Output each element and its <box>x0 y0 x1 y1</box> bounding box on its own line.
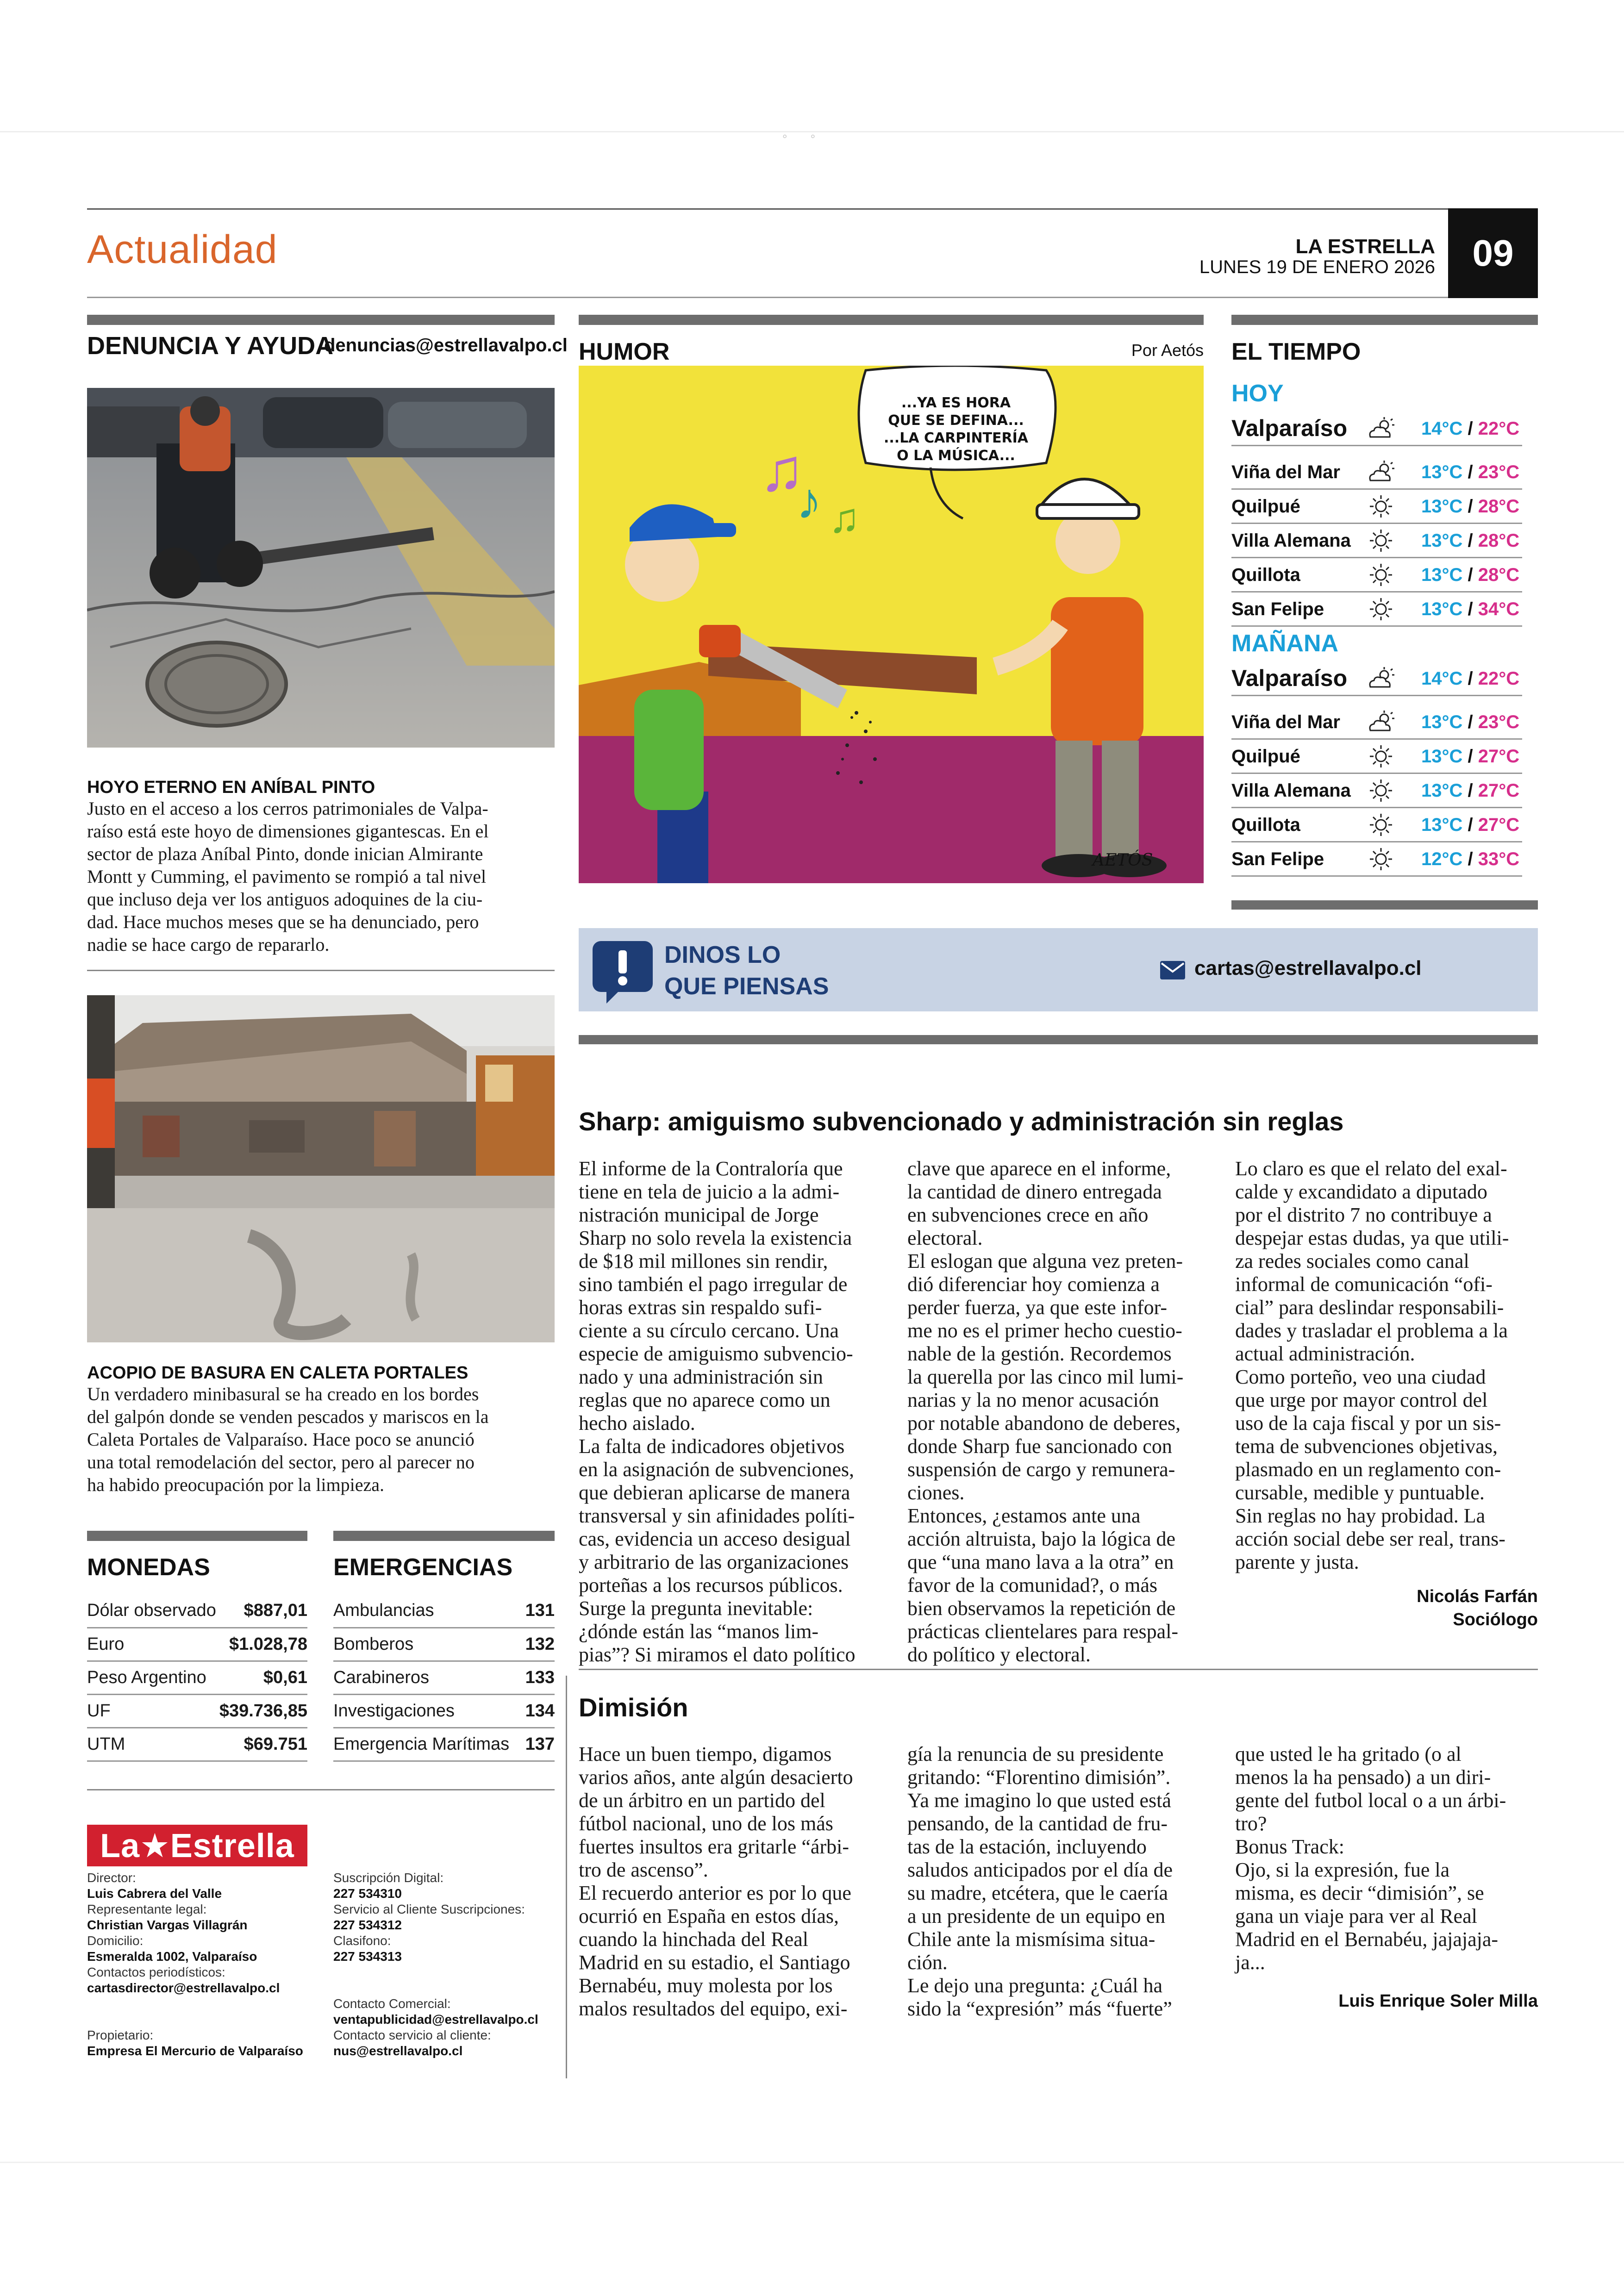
text-line: en subvenciones crece en año <box>907 1204 1149 1226</box>
header-bottom-rule <box>87 297 1448 298</box>
text-line: por el distrito 7 no contribuye a <box>1235 1204 1492 1226</box>
text-line: nable de la gestión. Recordemos <box>907 1342 1172 1365</box>
weather-city: San Felipe <box>1231 849 1324 869</box>
sun-icon <box>1365 812 1397 838</box>
text-line: sido la “expresión” más “fuerte” <box>907 1997 1172 2020</box>
temp-max: 28°C <box>1478 496 1520 517</box>
weather-temps <box>1421 599 1519 620</box>
text-line: informal de comunicación “ofi- <box>1235 1273 1493 1296</box>
letter2-col1 <box>579 1743 880 2021</box>
denuncia-item2-title: ACOPIO DE BASURA EN CALETA PORTALES <box>87 1363 468 1383</box>
weather-row <box>1231 808 1522 842</box>
temp-max: 27°C <box>1478 780 1520 801</box>
sun-icon <box>1365 596 1397 622</box>
text-line: gente del futbol local o a un árbi- <box>1235 1789 1506 1812</box>
pothole-photo <box>87 388 555 748</box>
text-line: por notable abandono de deberes, <box>907 1412 1181 1434</box>
temp-separator: / <box>1462 496 1478 517</box>
letters-email[interactable]: cartas@estrellavalpo.cl <box>1194 957 1422 979</box>
text-line: ocurrió en España en estos días, <box>579 1905 839 1927</box>
letter2-author: Luis Enrique Soler Milla <box>1338 1991 1538 2011</box>
column-separator <box>566 1676 567 2078</box>
text-line: Ojo, si la expresión, fue la <box>1235 1858 1450 1881</box>
temp-separator: / <box>1462 530 1478 551</box>
temp-max: 28°C <box>1478 530 1520 551</box>
weather-row <box>1231 705 1522 740</box>
sun-icon <box>1365 528 1397 554</box>
text-line: El recuerdo anterior es por lo que <box>579 1882 851 1904</box>
text-line: parente y justa. <box>1235 1551 1359 1573</box>
weather-city: Viña del Mar <box>1231 462 1340 482</box>
weather-city: San Felipe <box>1231 599 1324 619</box>
weather-row <box>1231 455 1522 490</box>
pothole-photo-art <box>87 388 555 748</box>
denuncia-item1-title: HOYO ETERNO EN ANÍBAL PINTO <box>87 778 375 797</box>
letter2-col2 <box>907 1743 1208 2021</box>
text-line: gía la renuncia de su presidente <box>907 1743 1164 1765</box>
temp-separator: / <box>1462 780 1478 801</box>
weather-row <box>1231 842 1522 877</box>
servicio-label: Servicio al Cliente Suscripciones: <box>333 1902 525 1916</box>
denuncia-email[interactable]: denuncias@estrellavalpo.cl <box>324 335 568 355</box>
text-line: saludos anticipados por el día de <box>907 1858 1173 1881</box>
weather-temps <box>1421 815 1519 836</box>
text-line: bien observamos la repetición de <box>907 1597 1176 1620</box>
weather-bar <box>1231 315 1538 325</box>
monedas-table <box>87 1594 307 1762</box>
emergencias-table <box>333 1594 555 1762</box>
text-line: tro? <box>1235 1812 1267 1835</box>
temp-separator: / <box>1462 849 1478 869</box>
table-row: Emergencia Marítimas 137 <box>333 1727 555 1761</box>
text-line: ción. <box>907 1951 948 1974</box>
propietario-value: Empresa El Mercurio de Valparaíso <box>87 2044 303 2058</box>
text-line: transversal y sin afinidades políti- <box>579 1504 855 1527</box>
temp-min: 13°C <box>1421 815 1463 835</box>
sun-icon <box>1365 778 1397 804</box>
text-line: nistración municipal de Jorge <box>579 1204 819 1226</box>
temp-max: 34°C <box>1478 599 1520 619</box>
sun-icon <box>1365 493 1397 519</box>
weather-bottom-bar <box>1231 900 1538 910</box>
text-line: donde Sharp fue sancionado con <box>907 1435 1172 1458</box>
weather-row <box>1231 592 1522 627</box>
text-line: El eslogan que alguna vez preten- <box>907 1250 1183 1272</box>
weather-temps <box>1421 780 1519 801</box>
temp-separator: / <box>1462 815 1478 835</box>
text-line: Hace un buen tiempo, digamos <box>579 1743 832 1765</box>
legal-label: Representante legal: <box>87 1902 207 1916</box>
text-line: acción altruista, bajo la lógica de <box>907 1528 1176 1550</box>
partly-cloudy-icon <box>1365 459 1397 485</box>
text-line: que usted le ha gritado (o al <box>1235 1743 1462 1765</box>
temp-max: 33°C <box>1478 849 1520 869</box>
text-line: plasmado en un reglamento con- <box>1235 1458 1501 1481</box>
sun-icon <box>1365 743 1397 769</box>
banner-line1: DINOS LO <box>664 942 781 968</box>
text-line: Lo claro es que el relato del exal- <box>1235 1157 1507 1180</box>
text-line: narias y la no menor acusación <box>907 1389 1159 1411</box>
text-line: La falta de indicadores objetivos <box>579 1435 845 1458</box>
cliente-email[interactable]: nus@estrellavalpo.cl <box>333 2044 463 2058</box>
table-row: Investigaciones 134 <box>333 1694 555 1727</box>
comercial-email[interactable]: ventapublicidad@estrellavalpo.cl <box>333 2012 538 2027</box>
weather-today-label: HOY <box>1231 380 1284 407</box>
weather-temps <box>1421 668 1519 689</box>
issue-date: LUNES 19 DE ENERO 2026 <box>1199 257 1435 277</box>
text-line: Como porteño, veo una ciudad <box>1235 1366 1486 1388</box>
domicilio-label: Domicilio: <box>87 1933 144 1948</box>
weather-row <box>1231 558 1522 592</box>
text-line: de un árbitro en un partido del <box>579 1789 825 1812</box>
staff-divider <box>87 1789 555 1790</box>
bubble-line-3: ...LA CARPINTERÍA <box>884 430 1028 446</box>
text-line: ciente a su círculo cercano. Una <box>579 1319 839 1342</box>
weather-city: Villa Alemana <box>1231 780 1351 801</box>
letter2-title: Dimisión <box>579 1693 688 1722</box>
text-line: prácticas clientelares para respal- <box>907 1620 1179 1643</box>
domicilio-value: Esmeralda 1002, Valparaíso <box>87 1949 257 1964</box>
denuncia-item2-text: Un verdadero minibasural se ha creado en los bordes del galpón donde se venden pescados y mariscos en la Caleta Portales de Valparaíso. Hace poco se anunció una total remodelación del sector, pero al parecer no ha habido preocupación por la limpieza. <box>87 1384 489 1495</box>
text-line: cuando la hinchada del Real <box>579 1928 809 1951</box>
text-line: hecho aislado. <box>579 1412 695 1434</box>
text-line: gritando: “Florentino dimisión”. <box>907 1766 1171 1789</box>
table-row: Dólar observado $887,01 <box>87 1594 307 1628</box>
temp-min: 13°C <box>1421 746 1463 767</box>
weather-city: Quillota <box>1231 565 1300 585</box>
clasifono-label: Clasifono: <box>333 1933 391 1948</box>
weather-temps <box>1421 462 1519 483</box>
temp-max: 22°C <box>1478 668 1520 689</box>
letters-bar <box>579 1035 1538 1044</box>
servicio-phone: 227 534312 <box>333 1918 402 1932</box>
suscripcion-label: Suscripción Digital: <box>333 1871 444 1885</box>
letters-divider <box>579 1669 1538 1670</box>
text-line: za redes sociales como canal <box>1235 1250 1469 1272</box>
temp-min: 14°C <box>1421 418 1463 439</box>
text-line: Madrid en su estadio, el Santiago <box>579 1951 850 1974</box>
text-line: gana un viaje para ver al Real <box>1235 1905 1477 1927</box>
text-line: la querella por las cinco mil lumi- <box>907 1366 1184 1388</box>
temp-min: 14°C <box>1421 668 1463 689</box>
text-line: a un presidente de un equipo en <box>907 1905 1166 1927</box>
temp-min: 12°C <box>1421 849 1463 869</box>
text-line: tiene en tela de juicio a la admi- <box>579 1180 840 1203</box>
temp-separator: / <box>1462 565 1478 585</box>
banner-line2: QUE PIENSAS <box>664 973 829 1000</box>
temp-max: 23°C <box>1478 462 1520 482</box>
section-title: Actualidad <box>87 227 278 272</box>
letters-banner <box>579 928 1538 1011</box>
text-line: nado y una administración sin <box>579 1366 823 1388</box>
text-line: Le dejo una pregunta: ¿Cuál ha <box>907 1974 1163 1997</box>
text-line: que debieran aplicarse de manera <box>579 1481 850 1504</box>
text-line: suspensión de cargo y remunera- <box>907 1458 1175 1481</box>
director-name: Luis Cabrera del Valle <box>87 1886 222 1901</box>
contactos-email[interactable]: cartasdirector@estrellavalpo.cl <box>87 1981 280 1995</box>
bubble-line-1: ...YA ES HORA <box>901 395 1011 411</box>
denuncia-title: DENUNCIA Y AYUDA <box>87 332 334 360</box>
text-line: menos la ha pensado) a un diri- <box>1235 1766 1491 1789</box>
text-line: Sin reglas no hay probidad. La <box>1235 1504 1486 1527</box>
weather-temps <box>1421 418 1519 439</box>
text-line: Ya me imagino lo que usted está <box>907 1789 1171 1812</box>
denuncia-item1-text: Justo en el acceso a los cerros patrimoniales de Valpa- raíso está este hoyo de dimensiones gigantescas. En el sector de plaza Aníbal Pinto, donde inician Almirante Montt y Cumming, el pavimento se rompió a tal nivel que incluso deja ver los antiguos adoquines de la ciu- dad. Hace muchos meses que se ha denunciado, pero nadie se hace cargo de repararlo. <box>87 798 489 955</box>
letter2-col3 <box>1235 1743 1538 1974</box>
text-line: actual administración. <box>1235 1342 1415 1365</box>
text-line: fuertes insultos era gritarle “árbi- <box>579 1835 849 1858</box>
weather-temps <box>1421 565 1519 586</box>
cartoon-signature: AETÓS <box>1093 851 1153 870</box>
text-line: calde y excandidato a diputado <box>1235 1180 1487 1203</box>
text-line: misma, es decir “dimisión”, se <box>1235 1882 1484 1904</box>
text-line: cial” para deslindar responsabili- <box>1235 1296 1504 1319</box>
text-line: Sharp no solo revela la existencia <box>579 1227 852 1249</box>
text-line: reglas que no aparece como un <box>579 1389 831 1411</box>
table-row: Carabineros 133 <box>333 1661 555 1694</box>
comercial-label: Contacto Comercial: <box>333 1996 451 2011</box>
humor-cartoon <box>579 366 1204 883</box>
letter1-title: Sharp: amiguismo subvencionado y administración sin reglas <box>579 1107 1344 1136</box>
weather-city: Quilpué <box>1231 746 1300 767</box>
text-line: Madrid en el Bernabéu, jajajaja- <box>1235 1928 1499 1951</box>
text-line: que urge por mayor control del <box>1235 1389 1488 1411</box>
weather-row <box>1231 490 1522 524</box>
temp-separator: / <box>1462 599 1478 619</box>
table-row: Bomberos 132 <box>333 1628 555 1661</box>
text-line: ja... <box>1235 1951 1265 1974</box>
svg-text:♫: ♫ <box>829 495 860 542</box>
table-row: Ambulancias 131 <box>333 1594 555 1628</box>
temp-min: 13°C <box>1421 712 1463 732</box>
weather-temps <box>1421 712 1519 733</box>
legal-name: Christian Vargas Villagrán <box>87 1918 248 1932</box>
text-line: pensando, de la cantidad de fru- <box>907 1812 1168 1835</box>
temp-max: 27°C <box>1478 815 1520 835</box>
page-bottom-border <box>0 2162 1624 2163</box>
text-line: Entonces, ¿estamos ante una <box>907 1504 1141 1527</box>
weather-row <box>1231 740 1522 774</box>
svg-text:♪: ♪ <box>796 473 822 530</box>
weather-temps <box>1421 849 1519 870</box>
temp-min: 13°C <box>1421 496 1463 517</box>
text-line: favor de la comunidad?, o más <box>907 1574 1158 1597</box>
sun-icon <box>1365 846 1397 872</box>
text-line: especie de amiguismo subvencio- <box>579 1342 853 1365</box>
text-line: Bonus Track: <box>1235 1835 1344 1858</box>
header-rule <box>87 208 1538 210</box>
text-line: sino también el pago irregular de <box>579 1273 848 1296</box>
page-number: 09 <box>1448 208 1538 298</box>
text-line: cursable, medible y puntuable. <box>1235 1481 1485 1504</box>
text-line: clave que aparece en el informe, <box>907 1157 1171 1180</box>
letter1-col1 <box>579 1157 880 1666</box>
director-label: Director: <box>87 1871 136 1885</box>
temp-min: 13°C <box>1421 530 1463 551</box>
weather-city: Viña del Mar <box>1231 712 1340 732</box>
text-line: tas de la estación, incluyendo <box>907 1835 1147 1858</box>
text-line: la cantidad de dinero entregada <box>907 1180 1162 1203</box>
weather-title: EL TIEMPO <box>1231 338 1361 365</box>
humor-author: Por Aetós <box>1131 341 1204 360</box>
text-line: Chile ante la mismísima situa- <box>907 1928 1156 1951</box>
temp-max: 23°C <box>1478 712 1520 732</box>
text-line: de $18 mil millones sin rendir, <box>579 1250 828 1272</box>
weather-city: Villa Alemana <box>1231 530 1351 551</box>
weather-row <box>1231 662 1522 696</box>
humor-title: HUMOR <box>579 338 670 365</box>
emergencias-bar <box>333 1531 555 1541</box>
text-line: despejar estas dudas, ya que utili- <box>1235 1227 1509 1249</box>
text-line: varios años, ante algún desacierto <box>579 1766 853 1789</box>
contactos-label: Contactos periodísticos: <box>87 1965 225 1979</box>
temp-min: 13°C <box>1421 565 1463 585</box>
weather-city: Quillota <box>1231 815 1300 835</box>
page-nav-dots: ◦◦ <box>782 129 839 144</box>
letter1-role: Sociólogo <box>1453 1610 1538 1629</box>
sun-icon <box>1365 562 1397 588</box>
weather-tomorrow-label: MAÑANA <box>1231 630 1339 657</box>
temp-separator: / <box>1462 418 1478 439</box>
table-row: UTM $69.751 <box>87 1727 307 1761</box>
clasifono-phone: 227 534313 <box>333 1949 402 1964</box>
bubble-line-4: O LA MÚSICA... <box>897 448 1015 464</box>
weather-row <box>1231 412 1522 446</box>
estrella-logo: La★Estrella <box>87 1825 307 1866</box>
text-line: malos resultados del equipo, exi- <box>579 1997 848 2020</box>
partly-cloudy-icon <box>1365 666 1397 692</box>
cartoon-art <box>579 366 1204 883</box>
denuncia-bar <box>87 315 555 325</box>
svg-text:♫: ♫ <box>759 436 805 504</box>
text-line: electoral. <box>907 1227 983 1249</box>
text-line: dió diferenciar hoy comienza a <box>907 1273 1160 1296</box>
text-line: porteñas a los recursos públicos. <box>579 1574 843 1597</box>
weather-row <box>1231 524 1522 558</box>
weather-row <box>1231 774 1522 808</box>
text-line: ¿dónde están las “manos lim- <box>579 1620 819 1643</box>
text-line: acción social debe ser real, trans- <box>1235 1528 1505 1550</box>
temp-separator: / <box>1462 712 1478 732</box>
text-line: su madre, etcétera, que le caería <box>907 1882 1168 1904</box>
weather-city: Valparaíso <box>1231 415 1348 441</box>
weather-city: Quilpué <box>1231 496 1300 517</box>
letter1-col3 <box>1235 1157 1538 1574</box>
text-line: fútbol nacional, uno de los más <box>579 1812 833 1835</box>
text-line: horas extras sin respaldo sufi- <box>579 1296 822 1319</box>
text-line: tro de ascenso”. <box>579 1858 708 1881</box>
bubble-line-2: QUE SE DEFINA... <box>888 412 1024 429</box>
text-line: perder fuerza, ya que este infor- <box>907 1296 1168 1319</box>
text-line: Bernabéu, muy molesta por los <box>579 1974 833 1997</box>
temp-max: 22°C <box>1478 418 1520 439</box>
paper-name: LA ESTRELLA <box>1295 235 1435 258</box>
monedas-title: MONEDAS <box>87 1554 210 1581</box>
temp-max: 28°C <box>1478 565 1520 585</box>
letter1-col2 <box>907 1157 1208 1666</box>
temp-min: 13°C <box>1421 462 1463 482</box>
temp-separator: / <box>1462 746 1478 767</box>
text-line: pias”? Si miramos el dato político <box>579 1643 856 1666</box>
table-row: UF $39.736,85 <box>87 1694 307 1727</box>
mail-icon <box>1160 960 1186 980</box>
text-line: ciones. <box>907 1481 965 1504</box>
temp-separator: / <box>1462 668 1478 689</box>
text-line: uso de la caja fiscal y por un sis- <box>1235 1412 1501 1434</box>
weather-temps <box>1421 496 1519 517</box>
weather-temps <box>1421 530 1519 551</box>
text-line: que “una mano lava a la otra” en <box>907 1551 1174 1573</box>
text-line: en la asignación de subvenciones, <box>579 1458 855 1481</box>
cliente-label: Contacto servicio al cliente: <box>333 2028 491 2042</box>
text-line: do político y electoral. <box>907 1643 1091 1666</box>
table-row: Euro $1.028,78 <box>87 1628 307 1661</box>
partly-cloudy-icon <box>1365 709 1397 735</box>
denuncia-divider <box>87 970 555 971</box>
table-row: Peso Argentino $0,61 <box>87 1661 307 1694</box>
suscripcion-phone: 227 534310 <box>333 1886 402 1901</box>
emergencias-title: EMERGENCIAS <box>333 1554 513 1581</box>
temp-min: 13°C <box>1421 780 1463 801</box>
text-line: El informe de la Contraloría que <box>579 1157 843 1180</box>
weather-city: Valparaíso <box>1231 665 1348 691</box>
monedas-bar <box>87 1531 307 1541</box>
humor-bar <box>579 315 1204 325</box>
weather-temps <box>1421 746 1519 767</box>
temp-min: 13°C <box>1421 599 1463 619</box>
temp-max: 27°C <box>1478 746 1520 767</box>
letter1-author: Nicolás Farfán <box>1417 1587 1538 1606</box>
text-line: tema de subvenciones objetivas, <box>1235 1435 1498 1458</box>
caleta-photo-art <box>87 995 555 1342</box>
propietario-label: Propietario: <box>87 2028 154 2042</box>
text-line: me no es el primer hecho cuestio- <box>907 1319 1182 1342</box>
text-line: dades y trasladar el problema a la <box>1235 1319 1508 1342</box>
exclamation-icon <box>588 936 657 1006</box>
temp-separator: / <box>1462 462 1478 482</box>
text-line: cas, evidencia un acceso desigual <box>579 1528 851 1550</box>
text-line: y arbitrario de las organizaciones <box>579 1551 849 1573</box>
text-line: Surge la pregunta inevitable: <box>579 1597 813 1620</box>
caleta-photo <box>87 995 555 1342</box>
partly-cloudy-icon <box>1365 416 1397 442</box>
